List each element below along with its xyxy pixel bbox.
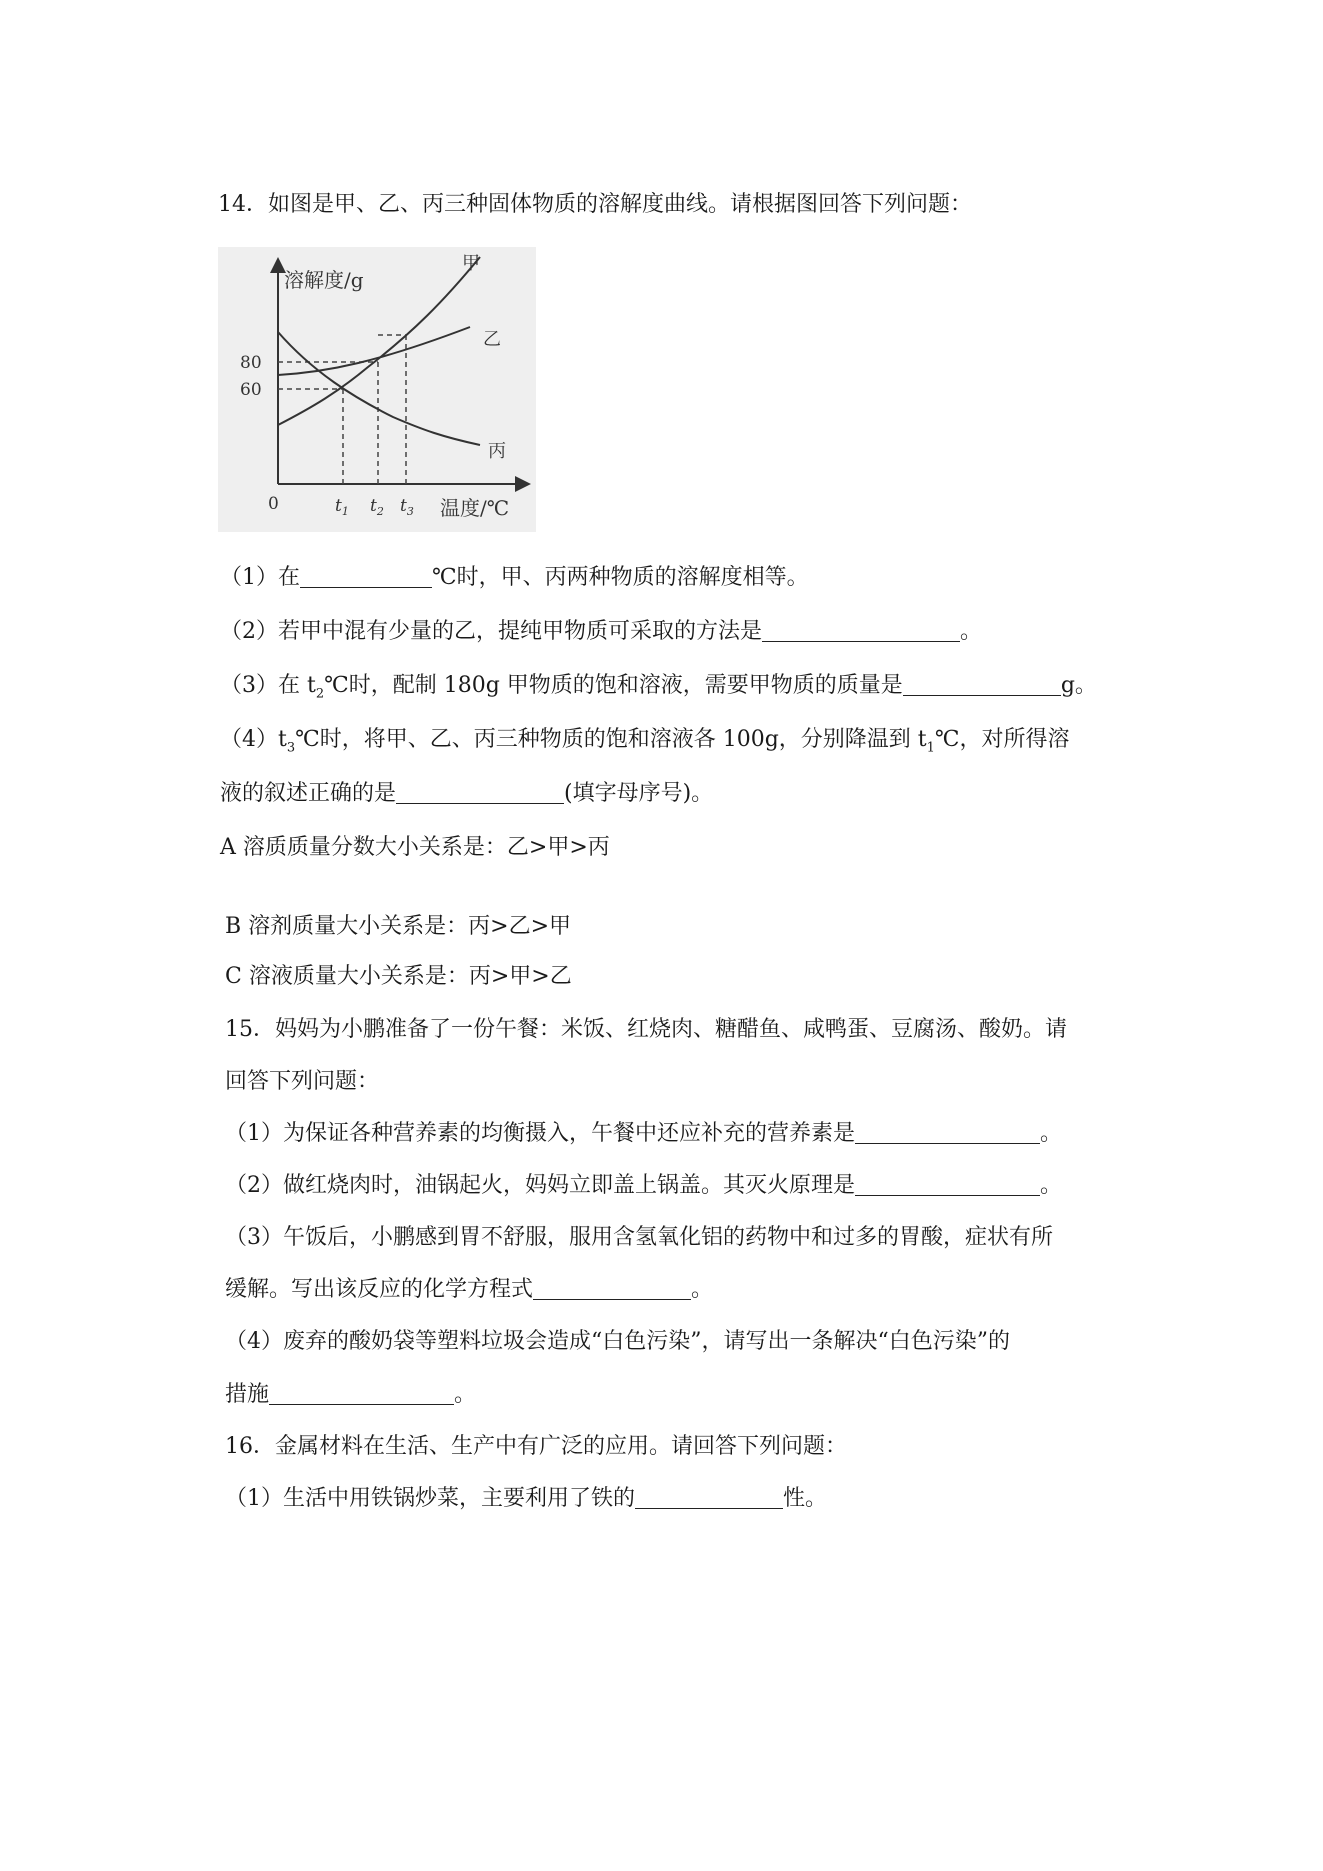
- q15-stem-line1: 15．妈妈为小鹏准备了一份午餐：米饭、红烧肉、糖醋鱼、咸鸭蛋、豆腐汤、酸奶。请: [225, 1017, 1067, 1042]
- series-label-bing: 丙: [488, 441, 506, 462]
- answer-blank[interactable]: [855, 1121, 1040, 1144]
- origin-label: 0: [268, 494, 279, 514]
- answer-blank[interactable]: [855, 1173, 1040, 1196]
- x-tick-t3: $t_3$: [400, 496, 414, 518]
- answer-blank[interactable]: [762, 619, 960, 642]
- answer-blank[interactable]: [533, 1277, 691, 1300]
- x-axis-label: 温度/℃: [440, 496, 510, 520]
- series-label-jia: 甲: [462, 253, 480, 274]
- solubility-chart: [218, 247, 536, 532]
- q14-part3: （3）在 $t_2℃$时，配制 180g 甲物质的饱和溶液，需要甲物质的质量是 g。: [220, 673, 1097, 702]
- y-axis-label: 溶解度/g: [284, 268, 364, 292]
- answer-blank[interactable]: [396, 781, 564, 804]
- q14-option-b: B 溶剂质量大小关系是：丙>乙>甲: [225, 914, 572, 939]
- x-tick-t1: $t_1$: [335, 496, 349, 518]
- q15-part4-line2: 措施 。: [225, 1382, 477, 1407]
- solubility-chart-svg: [218, 247, 536, 532]
- answer-blank[interactable]: [635, 1486, 783, 1509]
- q14-part4-line1: $(4)t_3℃$时，将甲、乙、丙三种物质的饱和溶液各 100g，分别降温到 $t_1℃$，对所得溶: [220, 727, 1070, 756]
- q14-option-a: A 溶质质量分数大小关系是：乙>甲>丙: [220, 835, 610, 860]
- q16-stem: 16．金属材料在生活、生产中有广泛的应用。请回答下列问题：: [225, 1434, 847, 1459]
- q15-part2: （2）做红烧肉时，油锅起火，妈妈立即盖上锅盖。其灭火原理是 。: [225, 1173, 1063, 1198]
- q14-part4-line2: 液的叙述正确的是 (填字母序号)。: [220, 781, 714, 806]
- q14-part2: （2）若甲中混有少量的乙，提纯甲物质可采取的方法是 。: [220, 619, 983, 644]
- answer-blank[interactable]: [300, 565, 432, 588]
- y-tick-80: 80: [240, 353, 262, 373]
- q15-stem-line2: 回答下列问题：: [225, 1069, 380, 1094]
- q14-stem: 14．如图是甲、乙、丙三种固体物质的溶解度曲线。请根据图回答下列问题：: [218, 192, 972, 217]
- series-label-yi: 乙: [483, 329, 501, 350]
- q15-part4-line1: （4）废弃的酸奶袋等塑料垃圾会造成“白色污染”，请写出一条解决“白色污染”的: [225, 1329, 1010, 1354]
- q15-part3-line2: 缓解。写出该反应的化学方程式 。: [225, 1277, 714, 1302]
- answer-blank[interactable]: [269, 1382, 454, 1405]
- q15-part1: （1）为保证各种营养素的均衡摄入，午餐中还应补充的营养素是 。: [225, 1121, 1063, 1146]
- curve-yi: [278, 327, 470, 375]
- y-tick-60: 60: [240, 380, 262, 400]
- q14-part1: （1）在 ℃时，甲、丙两种物质的溶解度相等。: [220, 565, 809, 590]
- answer-blank[interactable]: [903, 673, 1061, 696]
- q16-part1: （1）生活中用铁锅炒菜，主要利用了铁的 性。: [225, 1486, 828, 1511]
- x-tick-t2: $t_2$: [370, 496, 384, 518]
- q14-option-c: C 溶液质量大小关系是：丙>甲>乙: [225, 964, 572, 989]
- q15-part3-line1: （3）午饭后，小鹏感到胃不舒服，服用含氢氧化铝的药物中和过多的胃酸，症状有所: [225, 1225, 1053, 1250]
